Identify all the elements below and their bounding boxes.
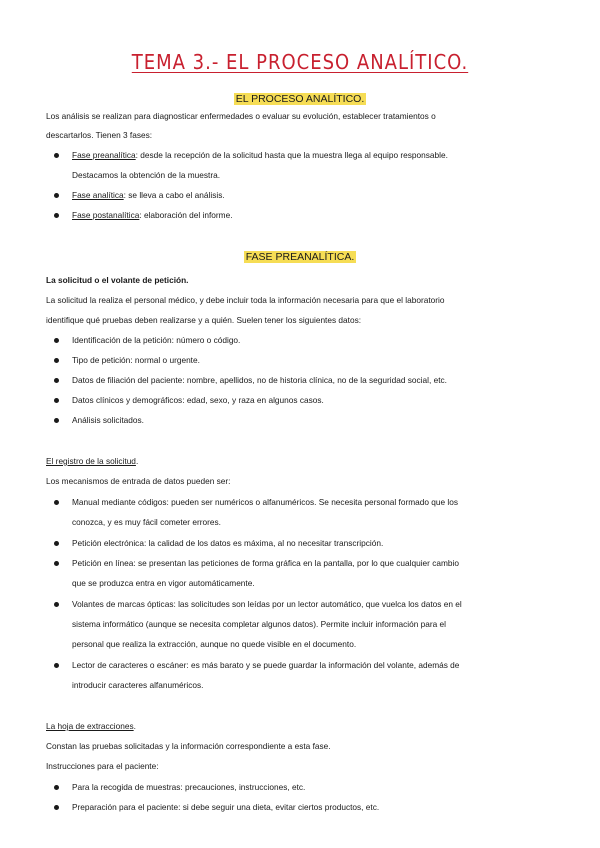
- phase-term: Fase preanalítica: [72, 150, 136, 160]
- bullet-icon: [54, 500, 59, 505]
- bullet-icon: [54, 418, 59, 423]
- bullet-icon: [54, 663, 59, 668]
- phase-text: : elaboración del informe.: [139, 210, 233, 220]
- subheading-text: El registro de la solicitud: [46, 456, 136, 466]
- subheading-registro: [46, 455, 138, 467]
- paragraph-line: descartarlos. Tienen 3 fases:: [46, 130, 153, 140]
- list-item: [72, 209, 233, 221]
- list-item-continuation: que se produzca entra en vigor automáticamente.: [72, 578, 255, 588]
- paragraph-line: Instrucciones para el paciente:: [46, 761, 159, 771]
- bullet-icon: [54, 805, 59, 810]
- list-item: Análisis solicitados.: [72, 415, 144, 425]
- bullet-icon: [54, 602, 59, 607]
- paragraph-line: Constan las pruebas solicitadas y la información correspondiente a esta fase.: [46, 741, 331, 751]
- phase-text: : se lleva a cabo el análisis.: [123, 190, 225, 200]
- bullet-icon: [54, 398, 59, 403]
- list-item-continuation: introducir caracteres alfanuméricos.: [72, 680, 204, 690]
- bullet-icon: [54, 213, 59, 218]
- section-heading-proceso: [0, 92, 600, 106]
- list-item-continuation: Destacamos la obtención de la muestra.: [72, 170, 221, 180]
- section-heading-text: FASE PREANALÍTICA.: [245, 251, 355, 263]
- list-item: Lector de caracteres o escáner: es más barato y se puede guardar la información del volante, además de: [72, 660, 460, 670]
- paragraph-line: Los mecanismos de entrada de datos pueden ser:: [46, 476, 231, 486]
- paragraph-line: La solicitud la realiza el personal médico, y debe incluir toda la información necesaria para que el laboratorio: [46, 295, 445, 305]
- phase-text: : desde la recepción de la solicitud hasta que la muestra llega al equipo responsable.: [135, 150, 448, 160]
- list-item: Para la recogida de muestras: precauciones, instrucciones, etc.: [72, 782, 306, 792]
- list-item-continuation: sistema informático (aunque se necesita completar algunos datos). Permite incluir información para el: [72, 619, 447, 629]
- subheading-suffix: .: [133, 721, 136, 731]
- section-heading-text: EL PROCESO ANALÍTICO.: [235, 93, 365, 105]
- subheading-suffix: .: [135, 456, 139, 466]
- bullet-icon: [54, 193, 59, 198]
- list-item: Manual mediante códigos: pueden ser numéricos o alfanuméricos. Se necesita personal formado que los: [72, 497, 459, 507]
- phase-term: Fase postanalítica: [72, 210, 140, 220]
- bullet-icon: [54, 378, 59, 383]
- bullet-icon: [54, 338, 59, 343]
- page-title: TEMA 3.- EL PROCESO ANALÍTICO.: [131, 50, 469, 74]
- list-item: [72, 189, 225, 201]
- bullet-icon: [54, 358, 59, 363]
- list-item-continuation: conozca, y es muy fácil cometer errores.: [72, 517, 221, 527]
- bullet-icon: [54, 561, 59, 566]
- list-item: Datos de filiación del paciente: nombre, apellidos, no de historia clínica, no de la seguridad social, etc.: [72, 375, 447, 385]
- list-item: Preparación para el paciente: si debe seguir una dieta, evitar ciertos productos, etc.: [72, 802, 380, 812]
- bullet-icon: [54, 153, 59, 158]
- subheading-hoja: [46, 720, 136, 732]
- list-item: Volantes de marcas ópticas: las solicitudes son leídas por un lector automático, que vuelca los datos en el: [72, 599, 462, 609]
- list-item: Petición electrónica: la calidad de los datos es máxima, al no necesitar transcripción.: [72, 538, 384, 548]
- phase-term: Fase analítica: [72, 190, 124, 200]
- list-item-continuation: personal que realiza la extracción, aunque no quede visible en el documento.: [72, 639, 357, 649]
- bullet-icon: [54, 785, 59, 790]
- paragraph-line: Los análisis se realizan para diagnosticar enfermedades o evaluar su evolución, establecer tratamientos o: [46, 111, 436, 121]
- list-item: [72, 149, 448, 161]
- list-item: Identificación de la petición: número o código.: [72, 335, 241, 345]
- list-item: Petición en línea: se presentan las peticiones de forma gráfica en la pantalla, por lo que cualquier cambio: [72, 558, 459, 568]
- list-item: Tipo de petición: normal o urgente.: [72, 355, 200, 365]
- subheading-text: La hoja de extracciones: [46, 721, 134, 731]
- bullet-icon: [54, 541, 59, 546]
- list-item: Datos clínicos y demográficos: edad, sexo, y raza en algunos casos.: [72, 395, 324, 405]
- paragraph-line: identifique qué pruebas deben realizarse y a quién. Suelen tener los siguientes datos:: [46, 315, 362, 325]
- subheading: La solicitud o el volante de petición.: [46, 275, 189, 285]
- section-heading-preanalitica: [0, 250, 600, 264]
